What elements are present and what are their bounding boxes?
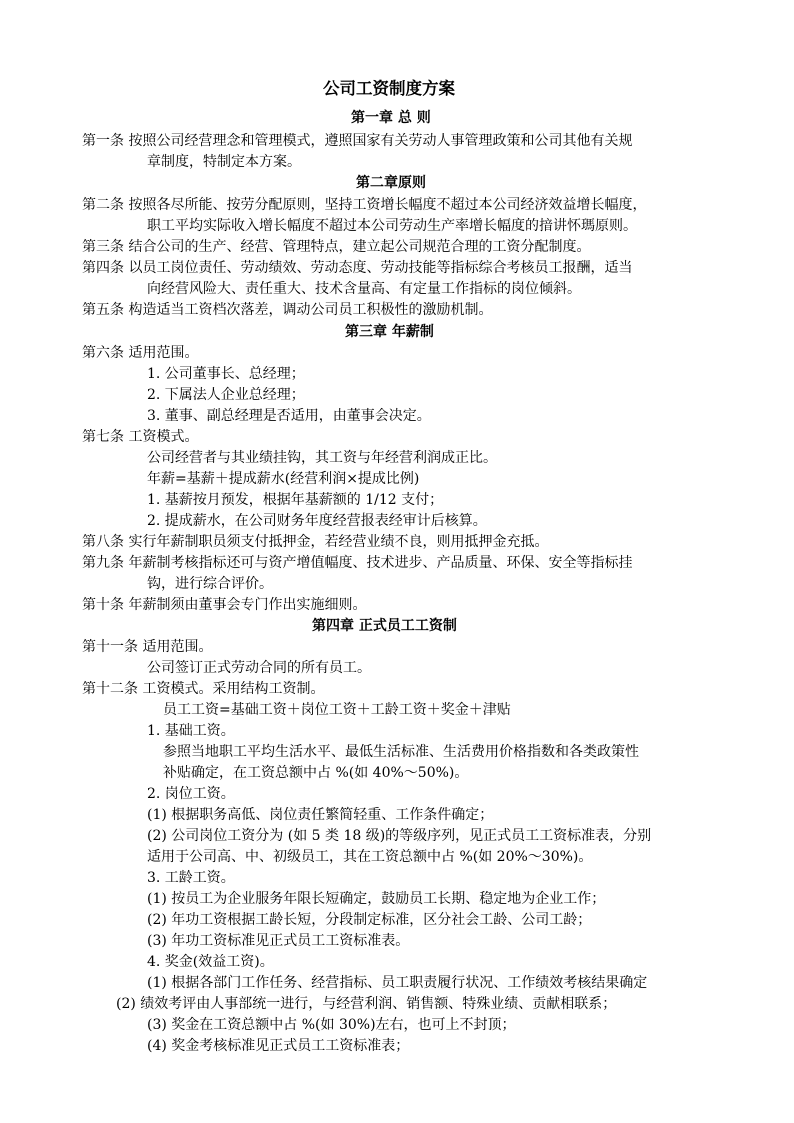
article-9-line-1: 第九条 年薪制考核指标还可与资产增值幅度、技术进步、产品质量、环保、安全等指标挂 <box>82 555 633 571</box>
article-7: 第七条 工资模式。 <box>82 429 199 445</box>
salary-formula: 员工工资=基础工资＋岗位工资＋工龄工资＋奖金＋津贴 <box>163 702 511 718</box>
article-7-para-1: 公司经营者与其业绩挂钩，其工资与年经营利润成正比。 <box>147 450 497 466</box>
section-4-item-2: (2) 绩效考评由人事部统一进行，与经营利润、销售额、特殊业绩、贡献相联系； <box>116 996 617 1012</box>
article-1-line-2: 章制度，特制定本方案。 <box>147 154 301 170</box>
article-1-line-1: 第一条 按照公司经营理念和管理模式，遵照国家有关劳动人事管理政策和公司其他有关规 <box>82 133 633 149</box>
section-4-item-3: (3) 奖金在工资总额中占 %(如 30%)左右，也可上不封顶； <box>147 1017 516 1033</box>
section-2-item-1: (1) 根据职务高低、岗位责任繁简轻重、工作条件确定； <box>147 807 494 823</box>
chapter-1-heading: 第一章 总 则 <box>351 110 431 126</box>
article-2-line-2: 职工平均实际收入增长幅度不超过本公司劳动生产率增长幅度的揞讲怀瑪原则。 <box>147 218 637 234</box>
section-2-item-2-line-2: 适用于公司高、中、初级员工，其在工资总额中占 %(如 20%～30%)。 <box>147 849 593 865</box>
section-3-heading: 3. 工龄工资。 <box>147 870 235 886</box>
article-11-para-1: 公司签订正式劳动合同的所有员工。 <box>147 660 371 676</box>
article-6: 第六条 适用范围。 <box>82 345 199 361</box>
section-3-item-2: (2) 年功工资根据工龄长短，分段制定标准，区分社会工龄、公司工龄； <box>147 912 592 928</box>
chapter-4-heading: 第四章 正式员工工资制 <box>312 618 457 634</box>
section-2-heading: 2. 岗位工资。 <box>147 786 235 802</box>
chapter-3-heading: 第三章 年薪制 <box>345 324 434 340</box>
article-7-item-1: 1. 基薪按月预发，根据年基薪额的 1/12 支付； <box>147 492 444 508</box>
article-2-line-1: 第二条 按照各尽所能、按劳分配原则，坚持工资增长幅度不超过本公司经济效益增长幅度， <box>82 197 647 213</box>
article-9-line-2: 钩，进行综合评价。 <box>147 576 273 592</box>
chapter-2-heading: 第二章原则 <box>356 175 426 191</box>
article-11: 第十一条 适用范围。 <box>82 639 213 655</box>
section-2-item-2-line-1: (2) 公司岗位工资分为 (如 5 类 18 级)的等级序列，见正式员工工资标准表，分别 <box>147 828 652 844</box>
section-4-heading: 4. 奖金(效益工资)。 <box>147 954 274 970</box>
article-7-item-2: 2. 提成薪水，在公司财务年度经营报表经审计后核算。 <box>147 513 487 529</box>
section-4-item-1: (1) 根据各部门工作任务、经营指标、员工职责履行状况、工作绩效考核结果确定 <box>147 975 648 991</box>
document-title: 公司工资制度方案 <box>323 79 455 98</box>
article-7-para-2: 年薪=基薪＋提成薪水(经营利润×提成比例) <box>147 471 420 487</box>
section-1-heading: 1. 基础工资。 <box>147 723 235 739</box>
section-1-para-line-1: 参照当地职工平均生活水平、最低生活标准、生活费用价格指数和各类政策性 <box>163 744 639 760</box>
article-3: 第三条 结合公司的生产、经营、管理特点，建立起公司规范合理的工资分配制度。 <box>82 239 591 255</box>
section-3-item-3: (3) 年功工资标准见正式员工工资标准表。 <box>147 933 410 949</box>
article-8: 第八条 实行年薪制职员须支付抵押金，若经营业绩不良，则用抵押金充抵。 <box>82 534 549 550</box>
section-4-item-4: (4) 奖金考核标准见正式员工工资标准表； <box>147 1038 410 1054</box>
article-4-line-1: 第四条 以员工岗位责任、劳动绩效、劳动态度、劳动技能等指标综合考核员工报酬，适当 <box>82 260 633 276</box>
article-6-item-1: 1. 公司董事长、总经理； <box>147 366 305 382</box>
section-3-item-1: (1) 按员工为企业服务年限长短确定，鼓励员工长期、稳定地为企业工作； <box>147 891 606 907</box>
section-1-para-line-2: 补贴确定，在工资总额中占 %(如 40%～50%)。 <box>163 765 469 781</box>
article-4-line-2: 向经营风险大、责任重大、技术含量高、有定量工作指标的岗位倾斜。 <box>147 281 581 297</box>
article-5: 第五条 构造适当工资档次落差，调动公司员工积极性的激励机制。 <box>82 302 493 318</box>
article-10: 第十条 年薪制须由董事会专门作出实施细则。 <box>82 597 367 613</box>
article-12: 第十二条 工资模式。采用结构工资制。 <box>82 681 325 697</box>
article-6-item-3: 3. 董事、副总经理是否适用，由董事会决定。 <box>147 408 431 424</box>
article-6-item-2: 2. 下属法人企业总经理； <box>147 387 305 403</box>
